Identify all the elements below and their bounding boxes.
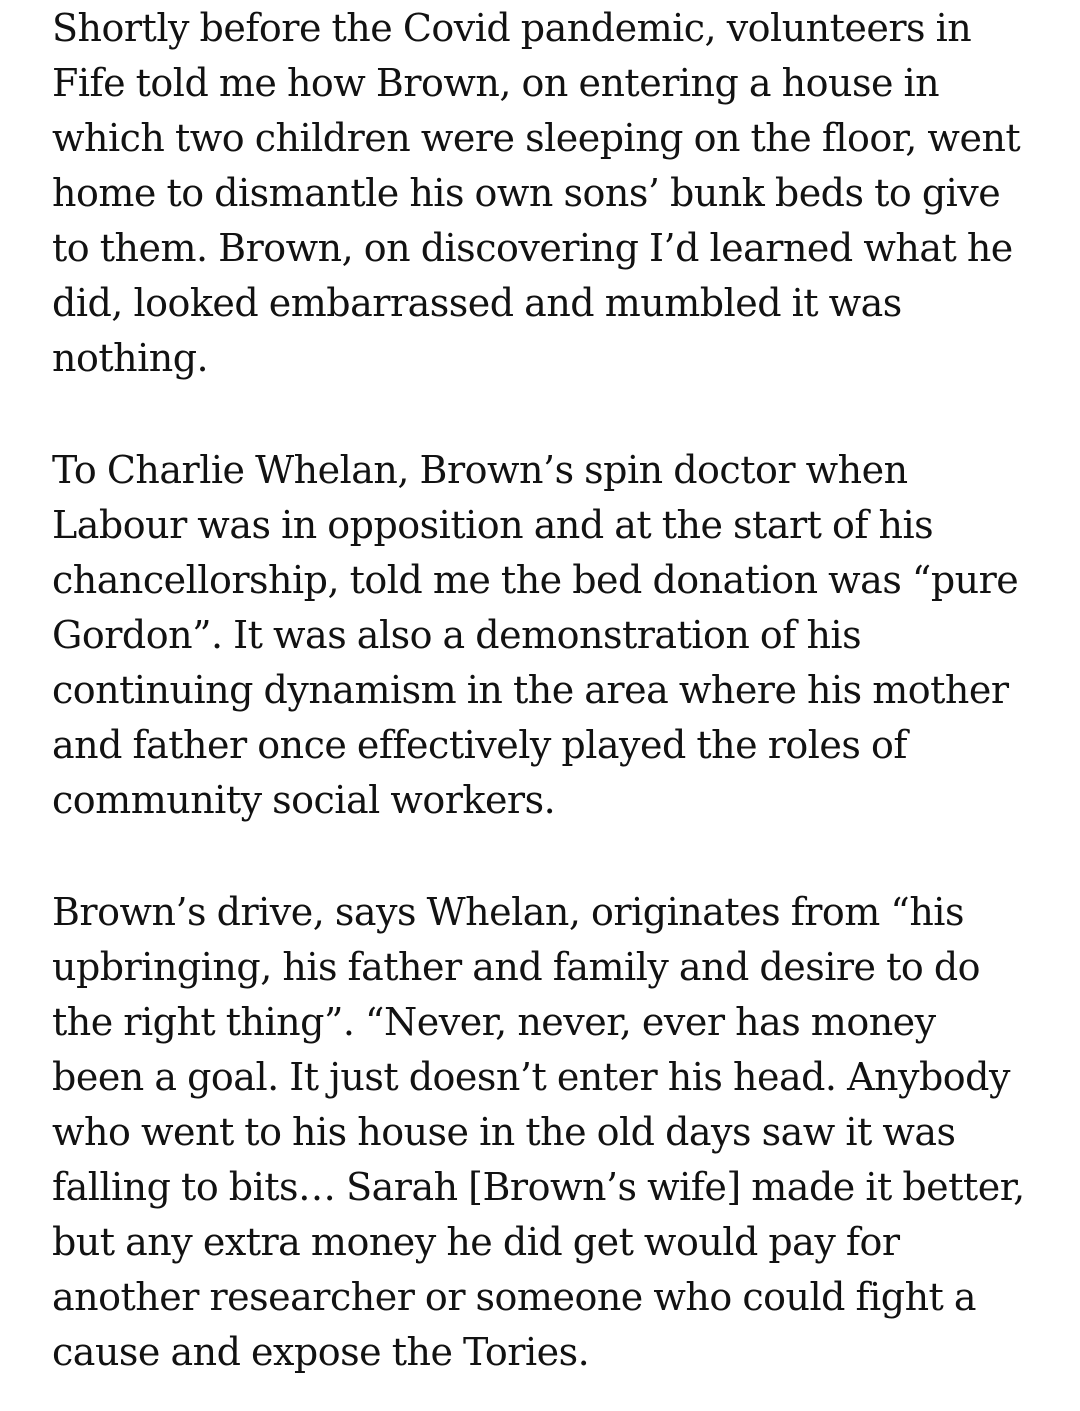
article-paragraph-3: Brown’s drive, says Whelan, originates from “his upbringing, his father and family and desire to do the right thing”. “Never, never, ever has money been a goal. It just doesn’t enter his head. Anybody who went to his house in the old days saw it was falling to bits… Sarah [Brown’s wife] made it better, but any extra money he did get would pay for another researcher or someone who could fight a cause and expose the Tories. bbox=[52, 890, 1025, 1374]
article-paragraph-1: Shortly before the Covid pandemic, volunteers in Fife told me how Brown, on entering a house in which two children were sleeping on the floor, went home to dismantle his own sons’ bunk beds to give to them. Brown, on discovering I’d learned what he did, looked embarrassed and mumbled it was nothing. bbox=[52, 6, 1021, 380]
article-paragraph-2: To Charlie Whelan, Brown’s spin doctor when Labour was in opposition and at the start of his chancellorship, told me the bed donation was “pure Gordon”. It was also a demonstration of his continuing dynamism in the area where his mother and father once effectively played the roles of community social workers. bbox=[52, 448, 1019, 822]
